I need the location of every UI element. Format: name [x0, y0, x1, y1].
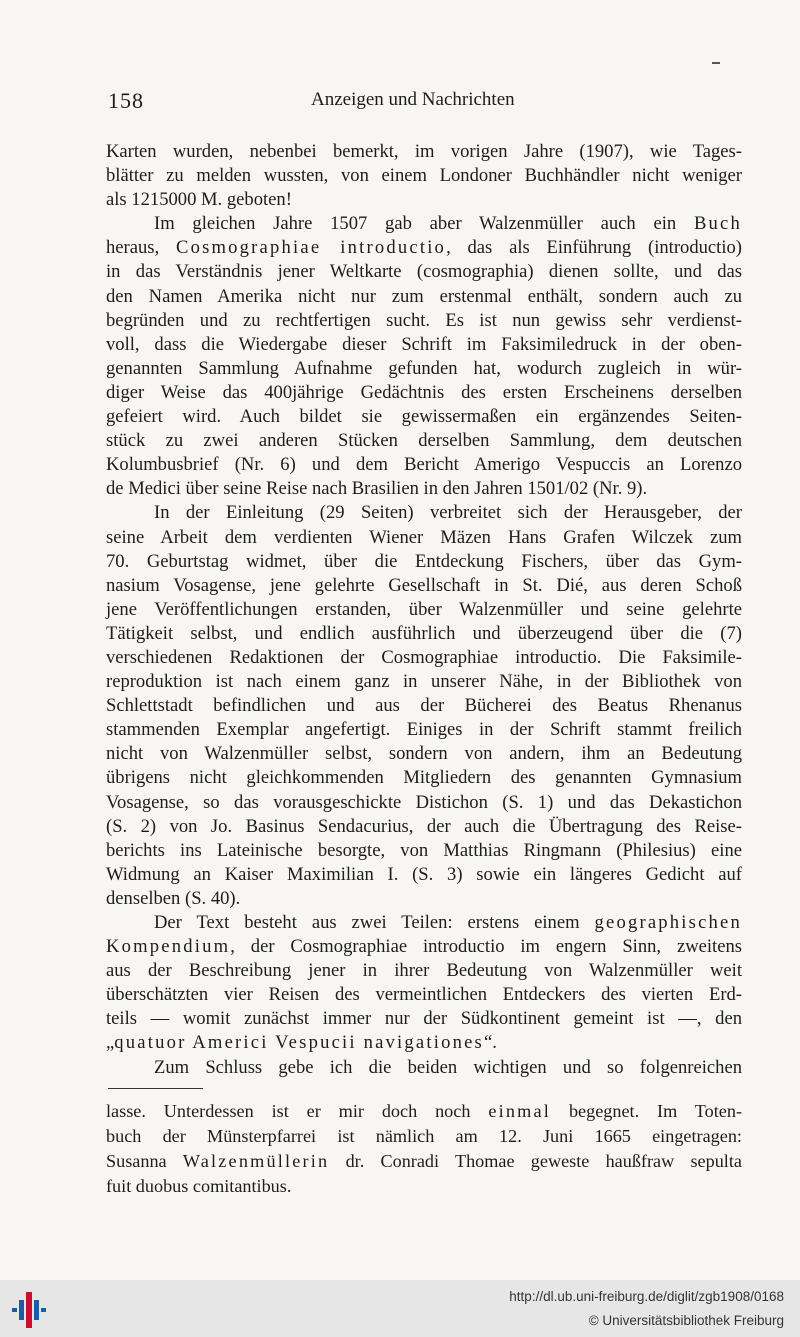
- text-line: übrigens nicht gleichkommenden Mitgliedern des genannten Gymnasium: [106, 767, 742, 789]
- text-line: (S. 2) von Jo. Basinus Sendacurius, der auch die Übertragung des Reise-: [106, 815, 742, 837]
- text-line: überschätzten vier Reisen des vermeintlichen Entdeckers des vierten Erd-: [106, 984, 742, 1006]
- viewer-footer: [0, 1280, 800, 1337]
- text-line: verschiedenen Redaktionen der Cosmographiae introductio. Die Faksimile-: [106, 646, 742, 668]
- text-line: Der Text besteht aus zwei Teilen: erstens einem geographischen: [154, 912, 742, 933]
- text-line: Widmung an Kaiser Maximilian I. (S. 3) sowie ein längeres Gedicht auf: [106, 863, 742, 885]
- text-line: reproduktion ist nach einem ganz in unserer Nähe, in der Bibliothek von: [106, 671, 742, 693]
- permalink-url[interactable]: http://dl.ub.uni-freiburg.de/diglit/zgb1908/0168: [509, 1289, 784, 1304]
- text-line: diger Weise das 400jährige Gedächtnis des ersten Erscheinens derselben: [106, 381, 742, 403]
- running-title: Anzeigen und Nachrichten: [311, 89, 515, 110]
- scan-mark: [712, 62, 720, 64]
- spaced-term: quatuor Americi Vespucii navigationes: [114, 1032, 484, 1054]
- text-line: Im gleichen Jahre 1507 gab aber Walzenmüller auch ein Buch: [154, 213, 742, 235]
- running-head: [108, 88, 740, 118]
- text-line: denselben (S. 40).: [106, 887, 241, 909]
- spaced-term: Kompendium: [106, 936, 231, 958]
- text-line: 70. Geburtstag widmet, über die Entdeckung Fischers, über das Gym-: [106, 550, 742, 572]
- text-line: stammenden Exemplar angefertigt. Einiges in der Schrift stammt freilich: [106, 719, 742, 741]
- text-line: de Medici über seine Reise nach Brasilien in den Jahren 1501/02 (Nr. 9).: [106, 478, 648, 500]
- text-line: Karten wurden, nebenbei bemerkt, im vorigen Jahre (1907), wie Tages-: [106, 141, 742, 162]
- text-line: als 1215000 M. geboten!: [106, 189, 292, 211]
- footnote-line: lasse. Unterdessen ist er mir doch noch einmal begegnet. Im Toten-: [106, 1101, 743, 1121]
- text-line: stück zu zwei anderen Stücken derselben Sammlung, dem deutschen: [106, 430, 742, 452]
- page-number: 158: [108, 88, 144, 113]
- text-line: seine Arbeit dem verdienten Wiener Mäzen Hans Grafen Wilczek zum: [106, 526, 742, 548]
- footnote-line: buch der Münsterpfarrei ist nämlich am 12. Juni 1665 eingetragen:: [106, 1126, 742, 1146]
- spaced-term: geographischen: [594, 912, 742, 933]
- text-line: Vosagense, so das vorausgeschickte Distichon (S. 1) und das Dekastichon: [106, 791, 742, 813]
- text-line: teils — womit zunächst immer nur der Südkontinent gemeint ist —, den: [106, 1008, 742, 1030]
- text-line: voll, dass die Wiedergabe dieser Schrift im Faksimiledruck in der oben-: [106, 333, 742, 355]
- footnote-line: Susanna Walzenmüllerin dr. Conradi Thomae geweste haußfraw sepulta: [106, 1151, 742, 1171]
- text-line: nicht von Walzenmüller selbst, sondern von andern, ihm an Bedeutung: [106, 743, 742, 765]
- footnote-rule: [108, 1088, 203, 1089]
- footnote-line: fuit duobus comitantibus.: [106, 1176, 292, 1196]
- text-line: „quatuor Americi Vespucii navigationes“.: [106, 1032, 497, 1054]
- spaced-term: Cosmographiae introductio: [175, 237, 447, 259]
- text-line: begründen und zu rechtfertigen sucht. Es ist nun gewiss sehr verdienst-: [106, 309, 742, 331]
- text-line: jene Veröffentlichungen erstanden, über Walzenmüller und seine gelehrte: [106, 598, 742, 620]
- ub-freiburg-logo-icon[interactable]: [8, 1288, 52, 1332]
- spaced-term: Buch: [693, 213, 742, 235]
- text-line: aus der Beschreibung jener in ihrer Bedeutung von Walzenmüller weit: [106, 960, 742, 982]
- text-line: heraus, Cosmographiae introductio, das als Einführung (introductio): [106, 237, 742, 259]
- spaced-term: Walzenmüllerin: [182, 1151, 330, 1171]
- text-line: berichts ins Lateinische besorgte, von Matthias Ringmann (Philesius) eine: [106, 839, 742, 861]
- body-text: [106, 140, 742, 1080]
- text-line: blätter zu melden wussten, von einem Londoner Buchhändler nicht weniger: [106, 165, 742, 187]
- copyright-notice: © Universitätsbibliothek Freiburg: [588, 1313, 784, 1328]
- spaced-term: einmal: [488, 1101, 552, 1121]
- text-line: nasium Vosagense, jene gelehrte Gesellschaft in St. Dié, aus deren Schoß: [106, 574, 742, 596]
- text-line: Tätigkeit selbst, und endlich ausführlich und überzeugend über die (7): [106, 622, 742, 644]
- text-line: gefeiert wird. Auch bildet sie gewissermaßen ein ergänzendes Seiten-: [106, 406, 742, 428]
- text-line: Kolumbusbrief (Nr. 6) und dem Bericht Amerigo Vespuccis an Lorenzo: [106, 454, 742, 476]
- text-line: genannten Sammlung Aufnahme gefunden hat, wodurch zugleich in wür-: [106, 357, 742, 379]
- text-line: Kompendium, der Cosmographiae introductio im engern Sinn, zweitens: [106, 936, 742, 958]
- text-line: Schlettstadt befindlichen und aus der Bücherei des Beatus Rhenanus: [106, 695, 742, 717]
- text-line: den Namen Amerika nicht nur zum erstenmal enthält, sondern auch zu: [106, 285, 742, 307]
- text-line: In der Einleitung (29 Seiten) verbreitet sich der Herausgeber, der: [154, 502, 742, 524]
- text-line: Zum Schluss gebe ich die beiden wichtigen und so folgenreichen: [154, 1056, 742, 1078]
- text-line: in das Verständnis jener Weltkarte (cosmographia) dienen sollte, und das: [106, 261, 742, 283]
- footnote: [106, 1099, 742, 1199]
